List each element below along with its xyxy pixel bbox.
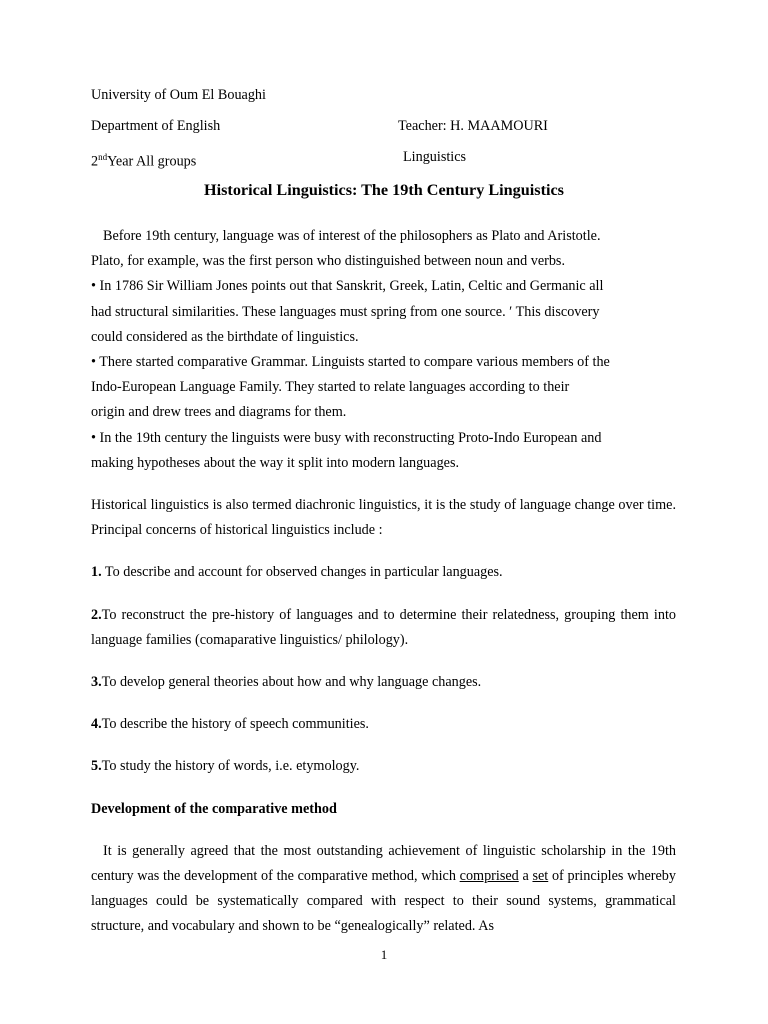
page-number: 1	[380, 947, 388, 962]
year-number: 2	[91, 153, 99, 170]
intro-section	[91, 224, 676, 476]
set-link[interactable]: set	[532, 868, 549, 885]
concern-item	[91, 754, 676, 779]
subject-name: Linguistics	[403, 149, 467, 165]
bullet-line: Indo-European Language Family. They started to relate languages according to their	[91, 379, 570, 396]
concern-item	[91, 712, 676, 737]
concern-text: To reconstruct the pre-history of languages and to determine their relatedness, grouping them into language families (comaparative linguistics/ philology).	[91, 606, 676, 648]
concern-item	[91, 670, 676, 695]
university-name: University of Oum El Bouaghi	[91, 87, 266, 103]
department-name: Department of English	[91, 118, 221, 134]
year-rest: Year All groups	[107, 153, 197, 170]
section-text: It is generally agreed that the most outstanding achievement of linguistic scholarship in the 19th century was the development of the comparative method, which	[91, 842, 676, 885]
intro-line: Before 19th century, language was of interest of the philosophers as Plato and Aristotle.	[103, 228, 601, 244]
intro-line: Plato, for example, was the first person who distinguished between noun and verbs.	[91, 253, 565, 270]
concern-number: 4.	[91, 716, 102, 733]
bullet-line: making hypotheses about the way it split into modern languages.	[91, 454, 460, 471]
concern-text: To develop general theories about how and why language changes.	[101, 674, 482, 691]
concern-item	[91, 603, 676, 653]
header-right	[398, 117, 548, 166]
document-title: Historical Linguistics: The 19th Century Linguistics	[204, 181, 564, 199]
bullet-line: had structural similarities. These languages must spring from one source. ′ This discovery	[91, 303, 600, 320]
concern-number: 2.	[91, 606, 102, 623]
definition-paragraph: Historical linguistics is also termed diachronic linguistics, it is the study of language change over time. Principal concerns of historical linguistics include :	[91, 497, 676, 539]
teacher-name: Teacher: H. MAAMOURI	[398, 118, 548, 134]
bullet-line: • In the 19th century the linguists were busy with reconstructing Proto-Indo European and	[91, 429, 602, 446]
concern-number: 1.	[91, 564, 102, 581]
comprised-link[interactable]: comprised	[459, 868, 519, 885]
document-body	[91, 224, 676, 940]
section-paragraph	[91, 839, 676, 940]
year-groups	[91, 148, 266, 171]
bullet-line: could considered as the birthdate of linguistics.	[91, 328, 359, 345]
bullet-line: • In 1786 Sir William Jones points out that Sanskrit, Greek, Latin, Celtic and Germanic all	[91, 278, 604, 295]
bullet-line: • There started comparative Grammar. Linguists started to compare various members of the	[91, 354, 610, 371]
year-superscript: nd	[98, 152, 108, 162]
concern-item	[91, 560, 676, 585]
concern-text: To study the history of words, i.e. etymology.	[101, 758, 360, 775]
concern-number: 5.	[91, 758, 102, 775]
concern-number: 3.	[91, 674, 102, 691]
header-left	[91, 86, 266, 171]
concern-text: To describe the history of speech communities.	[101, 716, 369, 733]
section-text: a	[518, 868, 533, 885]
section-heading: Development of the comparative method	[91, 800, 337, 817]
concern-text: To describe and account for observed changes in particular languages.	[101, 564, 503, 581]
section-text: of principles whereby languages could be systematically compared with respect to their sound systems, grammatical structure, and vocabulary and shown to be “genealogically” related. As	[91, 868, 676, 935]
bullet-line: origin and drew trees and diagrams for them.	[91, 404, 347, 421]
